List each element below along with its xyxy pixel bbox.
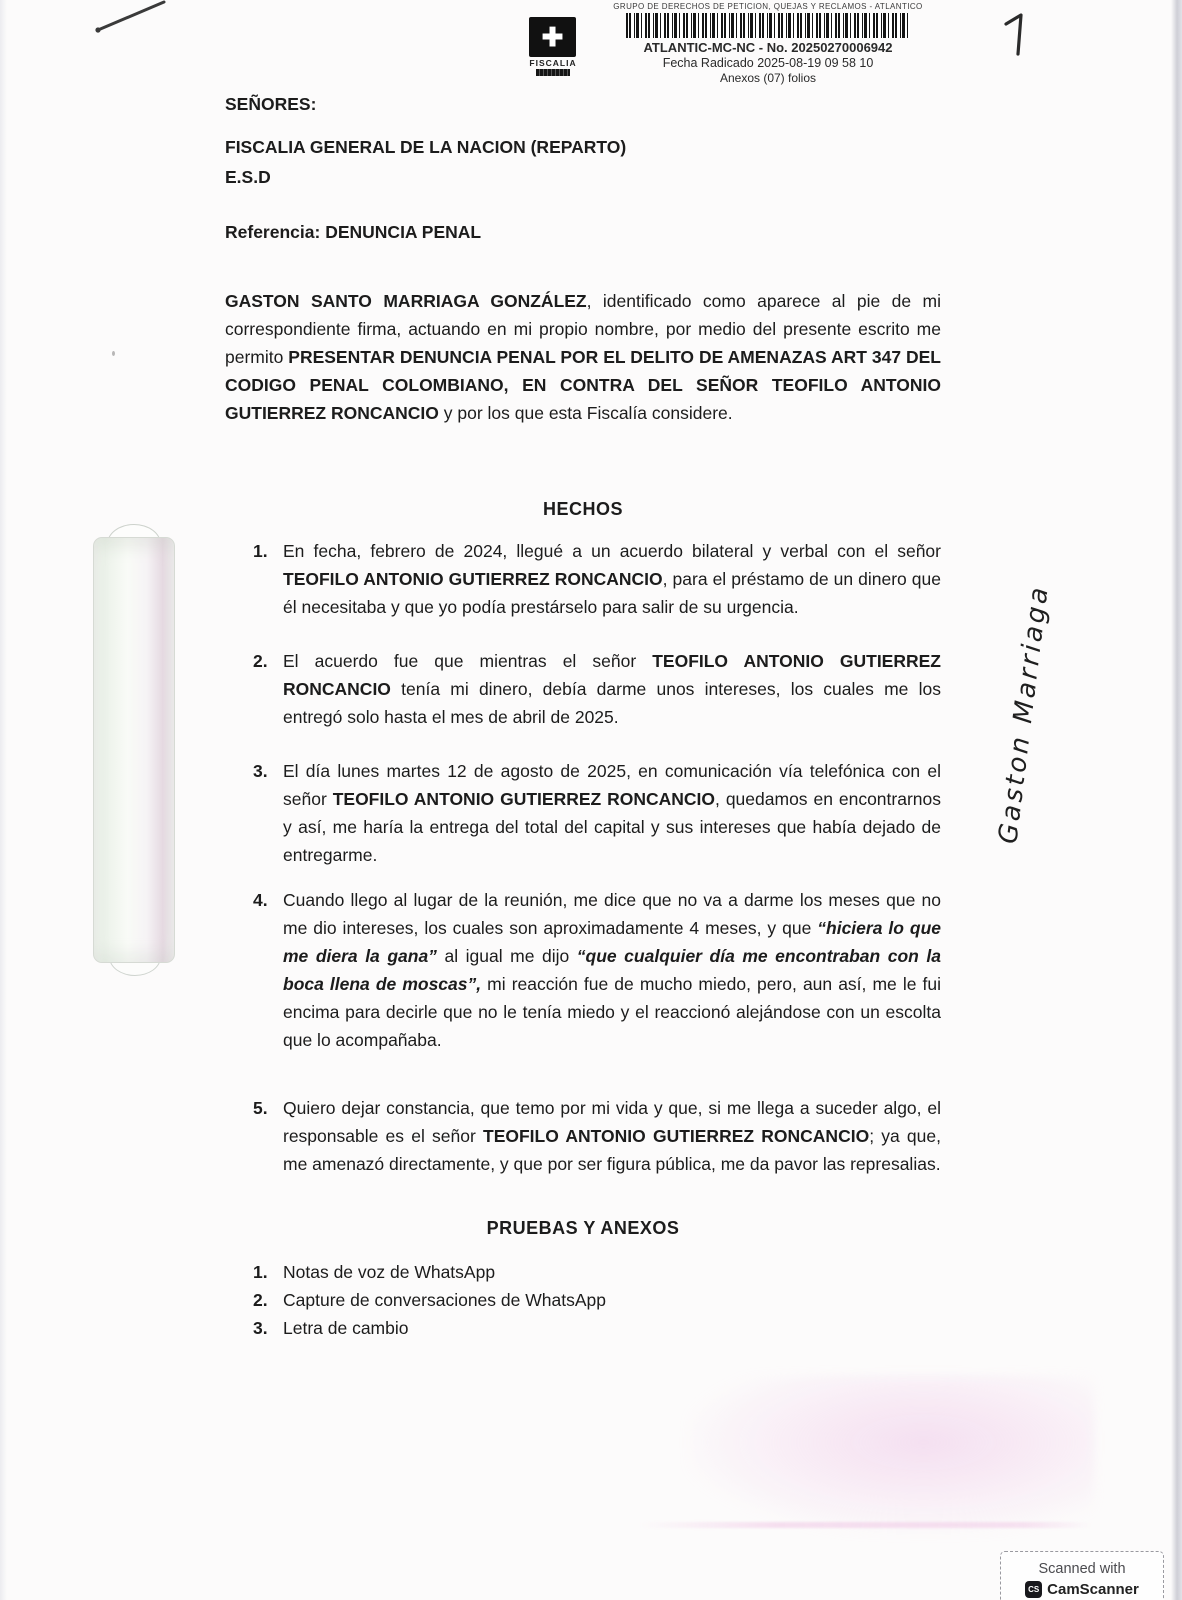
stamp-annex-line: Anexos (07) folios xyxy=(719,71,817,85)
hechos-item-number: 5. xyxy=(253,1098,268,1118)
hechos-item-text: El día lunes martes 12 de agosto de 2025, en comunicación vía telefónica con el señor TEOFILO ANTONIO GUTIERREZ RONCANCIO, quedamos en encontrarnos y así, me haría la entrega del total del capital y sus intereses que había dejado de entregarme. xyxy=(283,761,941,865)
pruebas-item-number: 2. xyxy=(253,1290,268,1310)
pruebas-title: PRUEBAS Y ANEXOS xyxy=(486,1218,680,1238)
fiscalia-logo-box xyxy=(529,17,576,57)
pruebas-item xyxy=(253,1258,941,1286)
pruebas-item-number: 3. xyxy=(253,1318,268,1338)
pruebas-item-number: 1. xyxy=(253,1262,268,1282)
pruebas-item-text: Letra de cambio xyxy=(283,1318,409,1338)
hechos-item xyxy=(253,537,941,621)
pink-smudge-artifact xyxy=(688,1376,1094,1534)
page-right-edge-shadow xyxy=(1171,0,1182,1600)
hechos-item xyxy=(253,757,941,869)
pruebas-list xyxy=(253,1258,941,1342)
stamp-code-line: ATLANTIC-MC-NC - No. 20250270006942 xyxy=(643,40,893,55)
hechos-item-number: 1. xyxy=(253,541,268,561)
tube-body xyxy=(93,537,175,963)
stamp-date-line: Fecha Radicado 2025-08-19 09 58 10 xyxy=(662,56,874,70)
hechos-item xyxy=(253,647,941,731)
handwritten-page-number xyxy=(998,6,1038,62)
scan-speck xyxy=(112,351,115,356)
pruebas-item xyxy=(253,1286,941,1314)
pruebas-item-text: Capture de conversaciones de WhatsApp xyxy=(283,1290,606,1310)
hechos-list xyxy=(253,537,941,1204)
intro-paragraph: GASTON SANTO MARRIAGA GONZÁLEZ, identificado como aparece al pie de mi correspondiente firma, actuando en mi propio nombre, por medio del presente escrito me permito PRESENTAR DENUNCIA PENAL POR EL DELITO DE AMENAZAS ART 347 DEL CODIGO PENAL COLOMBIANO, EN CONTRA DEL SEÑOR TEOFILO ANTONIO GUTIERREZ RONCANCIO y por los que esta Fiscalía considere. xyxy=(225,291,941,423)
camscanner-icon: CS xyxy=(1025,1581,1042,1598)
pruebas-item-text: Notas de voz de WhatsApp xyxy=(283,1262,496,1282)
hechos-item-text: El acuerdo fue que mientras el señor TEOFILO ANTONIO GUTIERREZ RONCANCIO tenía mi dinero, debía darme unos intereses, los cuales me los entregó solo hasta el mes de abril de 2025. xyxy=(283,651,941,727)
hechos-item xyxy=(253,1094,941,1178)
hechos-item-number: 3. xyxy=(253,761,268,781)
hechos-item-text: Cuando llego al lugar de la reunión, me dice que no va a darme los meses que no me dio intereses, los cuales son aproximadamente 4 meses, y que “hiciera lo que me diera la gana” al igual me dijo “que cualquier día me encontraban con la boca llena de moscas”, mi reacción fue de mucho miedo, pero, aun así, me le fui encima para decirle que no le tenía miedo y el reaccionó alejándose con un escolta que lo acompañaba. xyxy=(283,890,941,1050)
camscanner-label: CamScanner xyxy=(1047,1581,1139,1598)
watermark-text: Scanned with xyxy=(1038,1561,1126,1577)
pen-stroke-mark xyxy=(88,0,178,42)
fiscalia-logo xyxy=(529,17,577,76)
fiscalia-logo-text: FISCALIA xyxy=(529,58,577,68)
handwritten-signature-note: Gaston Marriaga xyxy=(993,583,1055,846)
barcode-image xyxy=(626,13,910,38)
pink-streak-artifact xyxy=(640,1522,1092,1528)
reference-label: Referencia: xyxy=(225,222,321,242)
page-left-edge-shadow xyxy=(0,0,7,1600)
pruebas-item xyxy=(253,1314,941,1342)
hechos-item-text: Quiero dejar constancia, que temo por mi vida y que, si me llega a suceder algo, el responsable es el señor TEOFILO ANTONIO GUTIERREZ RONCANCIO; ya que, me amenazó directamente, y que por ser figura pública, me da pavor las represalias. xyxy=(283,1098,941,1174)
recipient-salutation: SEÑORES: xyxy=(225,94,317,114)
recipient-entity: FISCALIA GENERAL DE LA NACION (REPARTO) xyxy=(225,137,627,157)
stamp-group-line: GRUPO DE DERECHOS DE PETICION, QUEJAS Y RECLAMOS - ATLANTICO xyxy=(613,2,923,11)
hechos-title: HECHOS xyxy=(542,499,623,519)
hechos-item-number: 4. xyxy=(253,890,268,910)
filing-stamp xyxy=(588,2,948,85)
fiscalia-puzzle-icon: ✚ xyxy=(541,22,564,52)
scan-artifact-tube xyxy=(93,524,173,976)
hechos-item-number: 2. xyxy=(253,651,268,671)
hechos-item-text: En fecha, febrero de 2024, llegué a un acuerdo bilateral y verbal con el señor TEOFILO ANTONIO GUTIERREZ RONCANCIO, para el préstamo de un dinero que él necesitaba y que yo podía prestárselo para salir de su urgencia. xyxy=(283,541,941,617)
fiscalia-logo-bar xyxy=(536,69,570,76)
recipient-esd: E.S.D xyxy=(225,167,271,187)
reference-line xyxy=(225,218,481,246)
camscanner-watermark xyxy=(1000,1551,1164,1600)
hechos-item xyxy=(253,886,941,1054)
reference-value: DENUNCIA PENAL xyxy=(325,222,482,242)
